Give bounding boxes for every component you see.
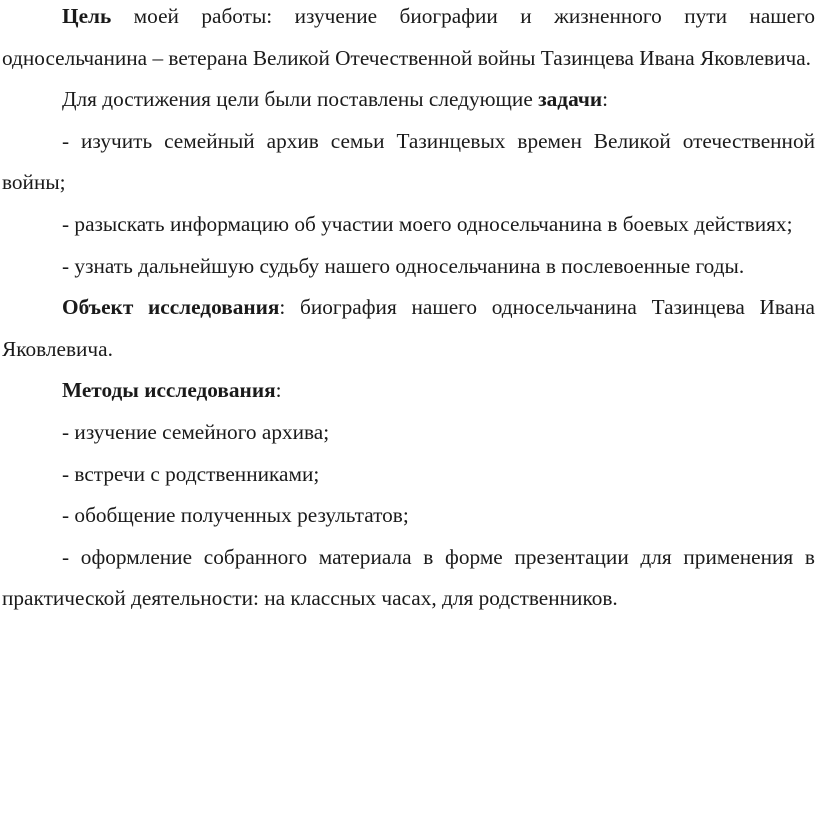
goal-label: Цель (62, 4, 112, 28)
paragraph-methods-heading (2, 370, 815, 412)
object-label: Объект исследования (62, 295, 280, 320)
methods-colon: : (275, 378, 282, 403)
task-item-archive: - изучить семейный архив семьи Тазинцевых времен Великой отечественной войны; (2, 128, 815, 195)
object-text: : биография нашего односельчанина Тазинцева Ивана Яковлевича. (2, 295, 815, 361)
tasks-intro-text: Для достижения цели были поставлены следующие (62, 87, 539, 112)
paragraph-tasks-intro (2, 79, 815, 121)
goal-text: моей работы: изучение биографии и жизненного пути нашего односельчанина – ветерана Великой Отечественной войны Тазинцева Ивана Яковлевича. (2, 4, 815, 70)
tasks-label: задачи (538, 87, 603, 112)
methods-label: Методы исследования (62, 378, 276, 403)
paragraph-object (2, 287, 815, 370)
tasks-colon: : (602, 87, 609, 112)
method-item-archive: - изучение семейного архива; (62, 419, 330, 444)
method-item-meetings: - встречи с родственниками; (62, 461, 320, 486)
task-item-combat: - разыскать информацию об участии моего односельчанина в боевых действиях; (62, 211, 793, 236)
paragraph-goal (2, 0, 815, 79)
method-item-presentation: - оформление собранного материала в форме презентации для применения в практической деятельности: на классных часах, для родственников. (2, 544, 815, 611)
task-item-postwar: - узнать дальнейшую судьбу нашего односельчанина в послевоенные годы. (62, 253, 745, 278)
method-item-summary: - обобщение полученных результатов; (62, 503, 409, 528)
